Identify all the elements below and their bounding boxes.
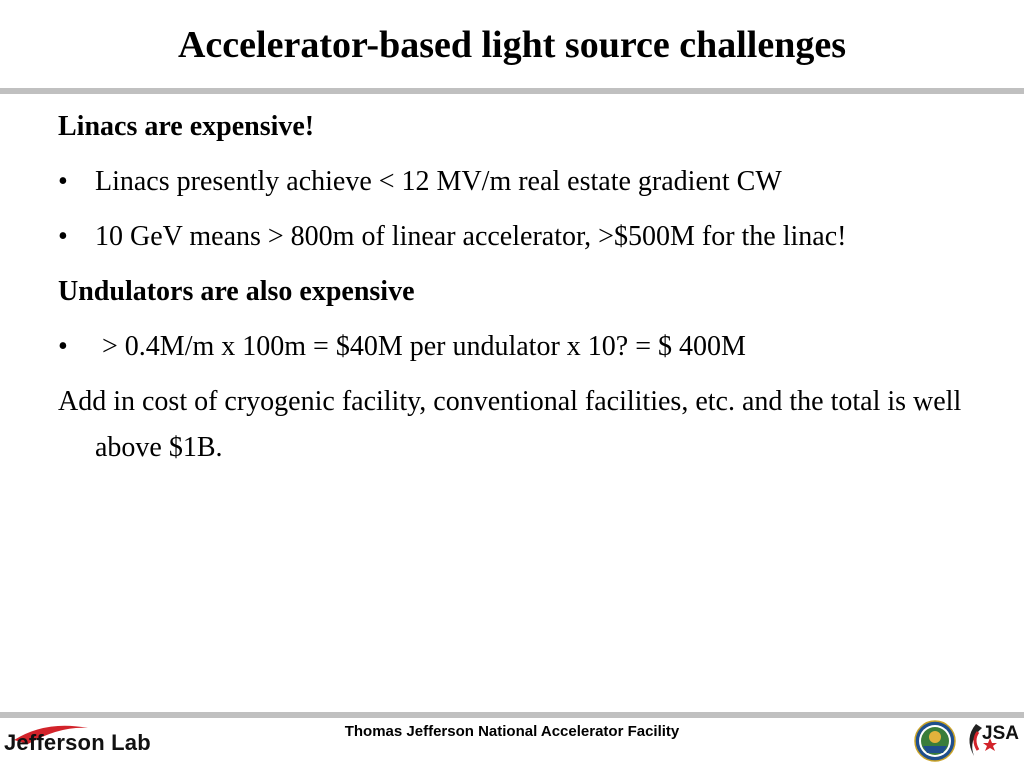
bullet-marker: • — [58, 331, 68, 362]
jefferson-lab-logo-text: Jefferson Lab — [4, 730, 151, 755]
bullet-linac-gradient — [58, 159, 963, 205]
bullet-undulator-cost — [58, 324, 963, 370]
doe-seal-icon — [914, 720, 956, 762]
slide-title: Accelerator-based light source challenges — [177, 24, 847, 66]
slide-body — [58, 104, 963, 480]
footer-lab-name: Thomas Jefferson National Accelerator Facility — [344, 723, 680, 740]
total-cost-paragraph: Add in cost of cryogenic facility, conventional facilities, etc. and the total is well above $1B. — [58, 386, 962, 463]
bullet-text: 10 GeV means > 800m of linear accelerator, >$500M for the linac! — [95, 221, 847, 252]
heading-linacs: Linacs are expensive! — [58, 111, 315, 142]
bullet-marker: • — [58, 166, 68, 197]
title-divider — [0, 88, 1024, 94]
bullet-linac-cost — [58, 214, 963, 260]
heading-undulators: Undulators are also expensive — [58, 276, 415, 307]
bullet-marker: • — [58, 221, 68, 252]
bullet-text: > 0.4M/m x 100m = $40M per undulator x 10? = $ 400M — [95, 331, 746, 362]
jsa-logo-text: JSA — [982, 723, 1019, 744]
bullet-text: Linacs presently achieve < 12 MV/m real estate gradient CW — [95, 166, 782, 197]
